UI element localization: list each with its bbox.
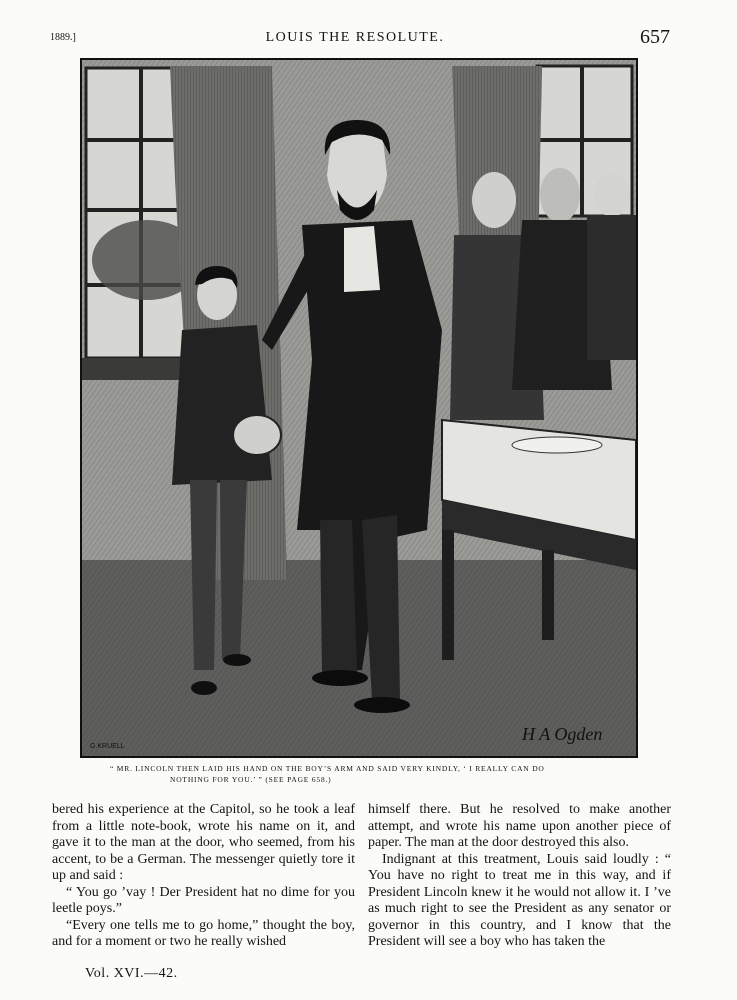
paragraph: Indignant at this treatment, Louis said loudly : “ You have no right to treat me in this way, and if President Lincoln knew it he would not allow it. I ’ve as much right to see the President as any senator or governor in this country, and I know that the President will see a boy who has taken the xyxy=(368,851,671,949)
running-head-title: LOUIS THE RESOLUTE. xyxy=(265,30,445,45)
caption-line-1: “ MR. LINCOLN THEN LAID HIS HAND ON THE BOY’S ARM AND SAID VERY KINDLY, ‘ I REALLY CAN DO xyxy=(110,764,545,773)
running-head-year: 1889.] xyxy=(50,32,76,43)
page-number: 657 xyxy=(640,26,670,48)
background-figures xyxy=(450,168,636,420)
illustration-scene xyxy=(82,60,636,756)
paragraph: himself there. But he resolved to make another attempt, and wrote his name upon another piece of paper. The man at the door destroyed this also. xyxy=(368,802,671,850)
caption-line-2: NOTHING FOR YOU.’ ” (SEE PAGE 658.) xyxy=(170,775,332,784)
paragraph: “Every one tells me to go home,” thought the boy, and for a moment or two he really wished xyxy=(52,917,355,949)
engraver-mark: G.KRUELL xyxy=(90,743,125,750)
artist-signature: H A Ogden xyxy=(522,724,603,744)
engraved-illustration xyxy=(80,58,638,758)
right-text-column xyxy=(368,802,671,951)
volume-folio: Vol. XVI.—42. xyxy=(85,966,178,981)
paragraph: bered his experience at the Capitol, so he took a leaf from a little note-book, wrote his name on it, and gave it to the man at the door, who seemed, from his accent, to be a German. The messenger quietly tore it up and said : xyxy=(52,802,355,883)
left-text-column xyxy=(52,802,355,951)
paragraph: “ You go ’vay ! Der President hat no dime for you leetle poys.” xyxy=(52,884,355,916)
illustration-caption xyxy=(110,763,610,785)
running-head xyxy=(40,26,670,50)
